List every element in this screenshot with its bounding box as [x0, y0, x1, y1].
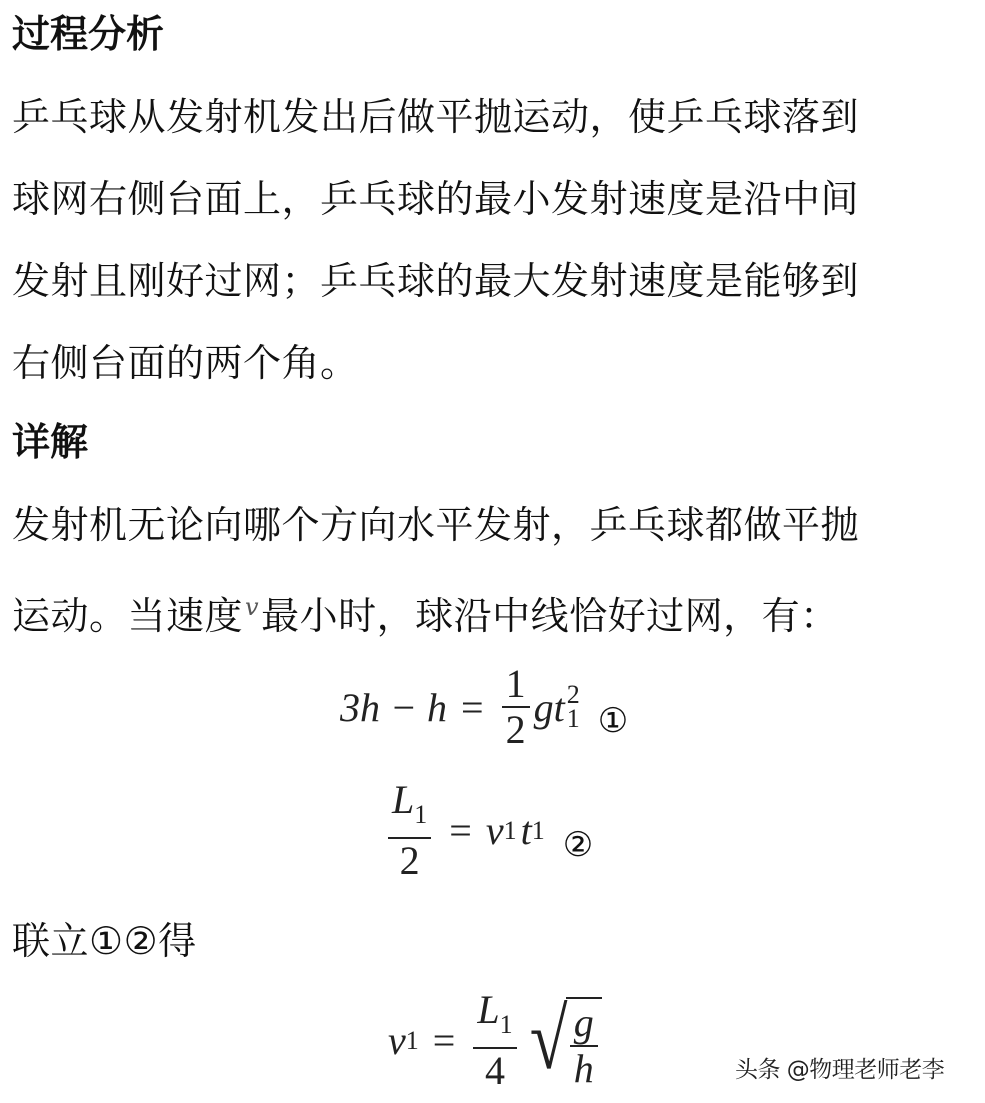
eq1-sup: 2 — [566, 680, 580, 709]
section-title-solution: 详解 — [12, 420, 89, 464]
radical-sign-icon: √ — [529, 990, 568, 1087]
eq2-frac-den: 2 — [399, 838, 420, 883]
eq3-equals: = — [432, 1018, 456, 1063]
analysis-paragraph — [12, 76, 977, 404]
eq3-num-sub: 1 — [499, 1010, 513, 1039]
eq3-fraction — [473, 988, 516, 1093]
solution-paragraph — [12, 484, 977, 657]
eq2-rhs-t-sub: 1 — [531, 815, 545, 845]
eq1-lhs: 3h − h — [340, 684, 447, 730]
eq3-root-fraction — [570, 1001, 598, 1091]
eq1-sub: 1 — [566, 704, 580, 733]
eq2-num-sub: 1 — [414, 800, 428, 829]
watermark: 头条 @物理老师老李 — [735, 1057, 945, 1083]
combine-line: 联立①②得 — [12, 919, 197, 963]
eq3-lhs-sub: 1 — [405, 1025, 419, 1055]
solution-line-2 — [12, 566, 977, 657]
analysis-line-2: 球网右侧台面上，乒乓球的最小发射速度是沿中间 — [12, 177, 860, 221]
eq2-rhs-t: t — [520, 808, 532, 853]
eq1-frac-num: 1 — [505, 661, 526, 706]
eq2-frac-num — [388, 778, 431, 837]
analysis-line-3: 发射且刚好过网；乒乓球的最大发射速度是能够到 — [12, 259, 860, 303]
radicand — [566, 997, 602, 1091]
eq2-num-var: L — [392, 777, 415, 822]
solution-line-1: 发射机无论向哪个方向水平发射，乒乓球都做平抛 — [12, 503, 860, 547]
analysis-line-4: 右侧台面的两个角。 — [12, 341, 359, 385]
equation-marker-2: ② — [562, 824, 594, 865]
equation-2 — [384, 778, 593, 883]
eq1-scripts — [566, 680, 580, 733]
equation-1 — [340, 662, 628, 752]
eq3-root-num: g — [573, 999, 594, 1045]
eq1-equals: = — [461, 684, 484, 730]
square-root — [525, 991, 602, 1091]
analysis-line-1: 乒乓球从发射机发出后做平抛运动，使乒乓球落到 — [12, 95, 860, 139]
eq3-frac-num — [473, 988, 516, 1047]
eq1-rhs-var: gt — [533, 684, 565, 730]
combine-paragraph — [12, 900, 977, 982]
solution-line-2-before: 运动。当速度 — [12, 594, 244, 638]
equation-marker-1: ① — [597, 701, 629, 741]
eq3-lhs-var: v — [388, 1018, 406, 1063]
eq3-num-var: L — [477, 987, 500, 1032]
solution-line-2-after: 最小时，球沿中线恰好过网，有： — [261, 594, 839, 638]
eq2-rhs-v: v — [485, 808, 504, 853]
equation-3 — [388, 988, 602, 1093]
eq1-fraction — [502, 662, 530, 752]
velocity-variable: v — [245, 593, 260, 621]
eq3-root-den: h — [573, 1045, 594, 1091]
section-title-analysis: 过程分析 — [12, 12, 165, 56]
eq2-equals: = — [449, 808, 472, 853]
eq3-frac-den: 4 — [484, 1048, 505, 1093]
eq2-rhs-v-sub: 1 — [503, 815, 517, 845]
eq2-fraction — [388, 778, 431, 883]
eq1-frac-den: 2 — [505, 707, 526, 752]
